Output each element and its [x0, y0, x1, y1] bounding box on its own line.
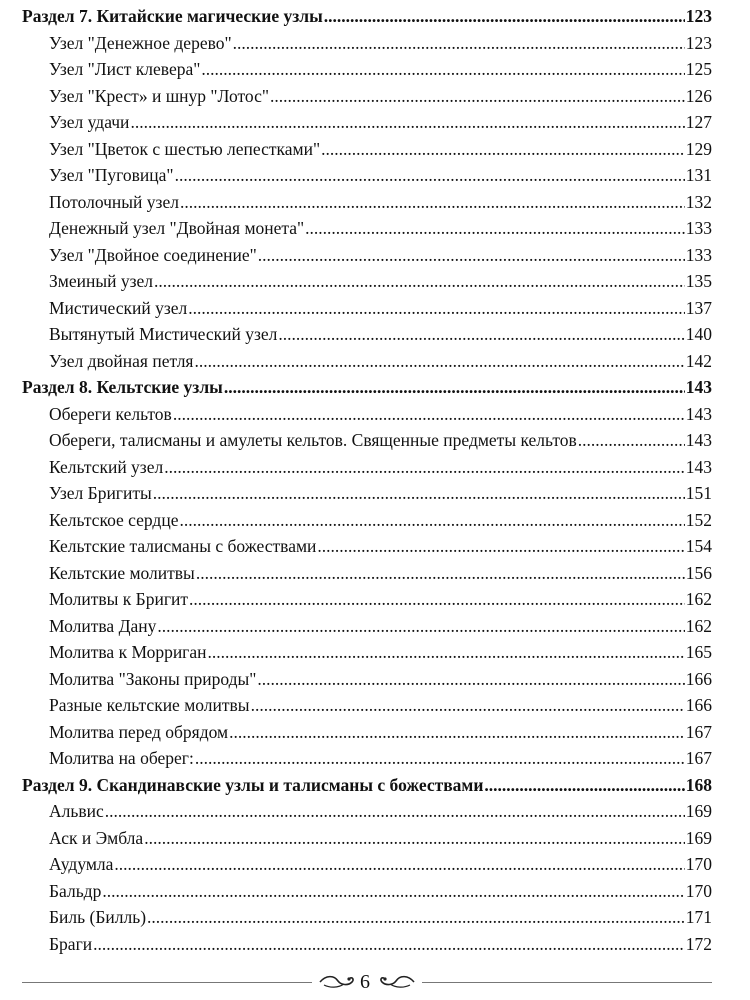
toc-entry[interactable] — [22, 692, 712, 719]
toc-title: Браги — [49, 933, 93, 954]
toc-entry[interactable] — [22, 136, 712, 163]
toc-title: Мистический узел — [49, 297, 188, 318]
toc-title: Узел "Лист клевера" — [49, 59, 201, 79]
toc-entry[interactable] — [22, 348, 712, 375]
toc-title: Раздел 8. Кельтские узлы — [22, 377, 223, 397]
toc-section-heading[interactable] — [22, 3, 712, 30]
toc-title: Потолочный узел — [49, 191, 179, 212]
toc-entry[interactable] — [22, 507, 712, 534]
toc-page-number: 142 — [685, 350, 712, 371]
toc-title: Кельтские молитвы — [49, 562, 195, 583]
toc-entry[interactable] — [22, 613, 712, 640]
toc-entry[interactable] — [22, 109, 712, 136]
toc-dot-leader — [93, 931, 685, 958]
toc-dot-leader — [102, 878, 684, 905]
toc-entry[interactable] — [22, 56, 712, 83]
toc-page-number: 168 — [685, 774, 712, 795]
toc-entry[interactable] — [22, 851, 712, 878]
toc-dot-leader — [153, 480, 685, 507]
toc-dot-leader — [157, 613, 684, 640]
toc-page-number: 165 — [685, 642, 712, 662]
toc-title: Аск и Эмбла — [49, 827, 144, 848]
toc-entry[interactable] — [22, 639, 712, 666]
toc-dot-leader — [180, 189, 685, 216]
toc-entry[interactable] — [22, 162, 712, 189]
toc-entry[interactable] — [22, 878, 712, 905]
swirl-ornament-icon — [318, 973, 358, 991]
toc-page-number: 171 — [685, 907, 712, 927]
toc-page-number: 137 — [685, 297, 712, 318]
toc-dot-leader — [179, 507, 684, 534]
toc-title: Денежный узел "Двойная монета" — [49, 218, 305, 238]
toc-entry[interactable] — [22, 321, 712, 348]
toc-dot-leader — [147, 904, 685, 931]
toc-page-number: 126 — [685, 85, 712, 106]
page-footer — [0, 968, 750, 996]
toc-dot-leader — [233, 30, 685, 57]
toc-dot-leader — [188, 295, 685, 322]
toc-page-number: 123 — [685, 32, 712, 53]
toc-entry[interactable] — [22, 295, 712, 322]
toc-dot-leader — [201, 56, 684, 83]
toc-dot-leader — [154, 268, 685, 295]
toc-page-number: 166 — [685, 668, 712, 689]
toc-dot-leader — [144, 825, 685, 852]
toc-section-heading[interactable] — [22, 374, 712, 401]
toc-dot-leader — [114, 851, 684, 878]
toc-dot-leader — [195, 745, 685, 772]
page-number: 6 — [360, 971, 370, 993]
toc-title: Молитва "Законы природы" — [49, 668, 257, 689]
toc-title: Узел "Двойное соединение" — [49, 244, 257, 265]
toc-title: Узел удачи — [49, 112, 130, 132]
toc-entry[interactable] — [22, 533, 712, 560]
toc-entry[interactable] — [22, 242, 712, 269]
footer-rule-left — [22, 982, 312, 983]
toc-page-number: 162 — [685, 615, 712, 636]
toc-page-number: 143 — [685, 430, 712, 450]
toc-page-number: 170 — [685, 880, 712, 901]
toc-entry[interactable] — [22, 745, 712, 772]
toc-dot-leader — [324, 3, 685, 30]
toc-dot-leader — [173, 401, 685, 428]
toc-title: Аудумла — [49, 854, 114, 874]
toc-dot-leader — [208, 639, 685, 666]
toc-dot-leader — [105, 798, 685, 825]
toc-page-number: 123 — [685, 6, 712, 26]
toc-title: Кельтские талисманы с божествами — [49, 536, 317, 556]
footer-rule-right — [422, 982, 712, 983]
toc-page-number: 125 — [685, 59, 712, 79]
toc-entry[interactable] — [22, 268, 712, 295]
toc-page-number: 129 — [685, 138, 712, 159]
toc-title: Кельтский узел — [49, 456, 164, 477]
toc-entry[interactable] — [22, 480, 712, 507]
toc-title: Биль (Билль) — [49, 907, 147, 927]
toc-entry[interactable] — [22, 666, 712, 693]
toc-page-number: 167 — [685, 748, 712, 768]
toc-dot-leader — [164, 454, 685, 481]
toc-entry[interactable] — [22, 215, 712, 242]
toc-dot-leader — [317, 533, 684, 560]
toc-page-number: 132 — [685, 191, 712, 212]
toc-title: Узел "Пуговица" — [49, 165, 174, 185]
toc-page-number: 133 — [685, 244, 712, 265]
toc-entry[interactable] — [22, 825, 712, 852]
toc-dot-leader — [258, 242, 685, 269]
toc-dot-leader — [257, 666, 684, 693]
toc-dot-leader — [196, 560, 685, 587]
toc-title: Молитва перед обрядом — [49, 721, 229, 742]
toc-title: Обереги, талисманы и амулеты кельтов. Священные предметы кельтов — [49, 430, 577, 450]
toc-page-number: 143 — [685, 456, 712, 477]
toc-entry[interactable] — [22, 189, 712, 216]
toc-entry[interactable] — [22, 798, 712, 825]
toc-dot-leader — [305, 215, 685, 242]
toc-title: Узел двойная петля — [49, 350, 194, 371]
toc-dot-leader — [224, 374, 685, 401]
toc-page-number: 140 — [685, 324, 712, 344]
swirl-ornament-icon — [376, 973, 416, 991]
toc-title: Бальдр — [49, 880, 102, 901]
toc-dot-leader — [484, 772, 684, 799]
toc-page-number: 162 — [685, 589, 712, 609]
toc-dot-leader — [270, 83, 685, 110]
toc-title: Разные кельтские молитвы — [49, 695, 250, 715]
toc-title: Узел "Цветок с шестью лепестками" — [49, 138, 321, 159]
toc-dot-leader — [278, 321, 684, 348]
toc-title: Змеиный узел — [49, 271, 154, 291]
toc-dot-leader — [578, 427, 685, 454]
toc-entry[interactable] — [22, 30, 712, 57]
toc-page-number: 143 — [685, 377, 712, 397]
toc-page-number: 169 — [685, 827, 712, 848]
toc-entry[interactable] — [22, 427, 712, 454]
toc-dot-leader — [175, 162, 685, 189]
toc-page-number: 135 — [685, 271, 712, 291]
toc-entry[interactable] — [22, 454, 712, 481]
toc-title: Обереги кельтов — [49, 403, 172, 424]
toc-section-heading[interactable] — [22, 772, 712, 799]
toc-title: Раздел 9. Скандинавские узлы и талисманы с божествами — [22, 774, 484, 795]
toc-page-number: 143 — [685, 403, 712, 424]
toc-title: Кельтское сердце — [49, 509, 179, 530]
toc-page-number: 167 — [685, 721, 712, 742]
toc-page-number: 156 — [685, 562, 712, 583]
toc-page-number: 131 — [685, 165, 712, 185]
toc-entry[interactable] — [22, 560, 712, 587]
toc-dot-leader — [189, 586, 685, 613]
toc-dot-leader — [130, 109, 684, 136]
toc-title: Молитва к Морриган — [49, 642, 207, 662]
toc-title: Вытянутый Мистический узел — [49, 324, 278, 344]
toc-page-number: 169 — [685, 801, 712, 821]
toc-page-number: 154 — [685, 536, 712, 556]
toc-title: Молитва на оберег: — [49, 748, 194, 768]
toc-entry[interactable] — [22, 719, 712, 746]
toc-page-number: 172 — [685, 933, 712, 954]
toc-dot-leader — [251, 692, 685, 719]
toc-dot-leader — [229, 719, 685, 746]
toc-title: Альвис — [49, 801, 104, 821]
toc-page-number: 133 — [685, 218, 712, 238]
toc-entry[interactable] — [22, 401, 712, 428]
toc-dot-leader — [195, 348, 685, 375]
toc-title: Узел "Крест» и шнур "Лотос" — [49, 85, 270, 106]
toc-entry[interactable] — [22, 586, 712, 613]
toc-page-number: 152 — [685, 509, 712, 530]
toc-title: Узел "Денежное дерево" — [49, 32, 232, 53]
toc-title: Узел Бригиты — [49, 483, 152, 503]
toc-title: Молитва Дану — [49, 615, 157, 636]
toc-page-number: 170 — [685, 854, 712, 874]
table-of-contents — [22, 3, 712, 957]
toc-dot-leader — [321, 136, 685, 163]
toc-page-number: 127 — [685, 112, 712, 132]
toc-entry[interactable] — [22, 83, 712, 110]
toc-entry[interactable] — [22, 931, 712, 958]
toc-title: Раздел 7. Китайские магические узлы — [22, 6, 323, 26]
toc-page-number: 151 — [685, 483, 712, 503]
toc-entry[interactable] — [22, 904, 712, 931]
toc-page-number: 166 — [685, 695, 712, 715]
toc-title: Молитвы к Бригит — [49, 589, 189, 609]
